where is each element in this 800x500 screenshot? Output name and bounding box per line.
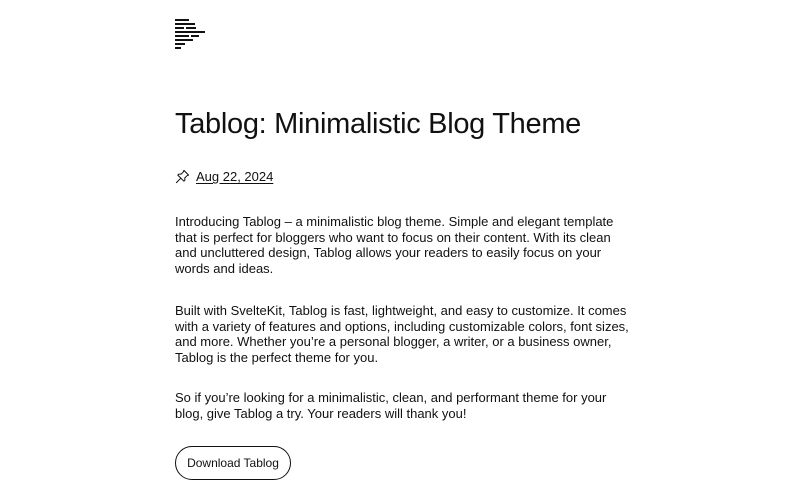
post-paragraph-1: Introducing Tablog – a minimalistic blog theme. Simple and elegant template that is perfect for bloggers who want to focus on their content. With its clean and uncluttered design, Tablog allows your readers to easily focus on your words and ideas.	[175, 214, 614, 277]
post-paragraph-3: So if you’re looking for a minimalistic, clean, and performant theme for your blog, give Tablog a try. Your readers will thank you!	[175, 390, 607, 421]
post-title: Tablog: Minimalistic Blog Theme	[175, 108, 582, 140]
pin-icon	[175, 169, 190, 184]
post-meta	[175, 169, 273, 184]
tablog-logo-icon[interactable]	[175, 19, 207, 49]
post-paragraph-2: Built with SvelteKit, Tablog is fast, lightweight, and easy to customize. It comes with a variety of features and options, including customizable colors, font sizes, and more. Whether you’re a personal blogger, a writer, or a business owner, Tablog is the perfect theme for you.	[175, 303, 629, 366]
post-date-link[interactable]: Aug 22, 2024	[196, 169, 274, 184]
download-tablog-button[interactable]: Download Tablog	[175, 446, 291, 480]
